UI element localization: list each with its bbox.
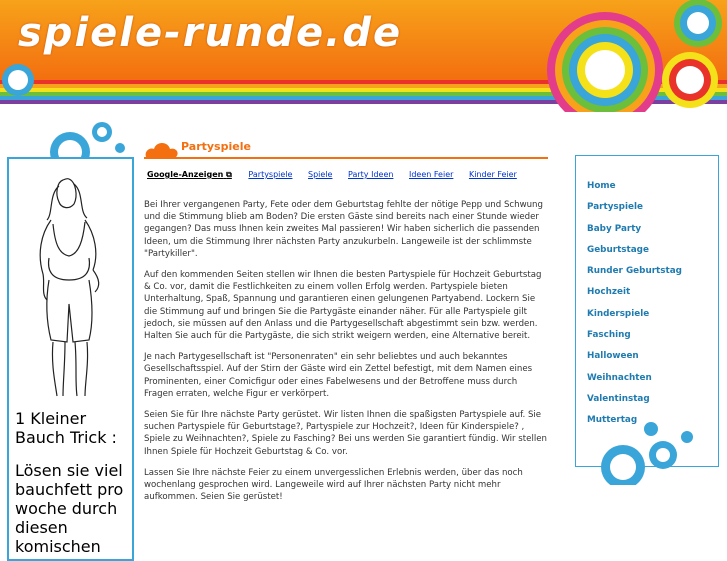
ad-links-row — [147, 170, 530, 180]
nav-item-valentinstag[interactable]: Valentinstag — [587, 393, 650, 404]
ad-title[interactable]: 1 Kleiner Bauch Trick : — [15, 409, 117, 447]
content-paragraph: Bei Ihrer vergangenen Party, Fete oder dem Geburtstag fehlte der nötige Pepp und Schwung und die Stimmung blieb am Boden? Die ersten Gäste sind bereits nach einer Stunde wieder gegangen? Das muss Ihnen kein zweites Mal passieren! Wir haben sicherlich die passenden Ideen, um die Stimmung Ihrer nächsten Party anzukurbeln. Langeweile ist der schlimmste "Partykiller". — [144, 200, 543, 259]
content-paragraph: Je nach Partygesellschaft ist "Personenraten" ein sehr beliebtes und auch bekanntes Gesellschaftsspiel. Auf der Stirn der Gäste wird ein Zettel befestigt, mit dem Namen eines Prominenten, einer Comicfigur oder eines Fabelwesens und der Betroffene muss durch Fragen erraten, welche Figur er verkörpert. — [144, 352, 533, 399]
left-ad-box[interactable] — [7, 157, 134, 561]
nav-item-home[interactable]: Home — [587, 181, 616, 191]
nav-item-geburtstage[interactable]: Geburtstage — [587, 244, 649, 255]
ad-link[interactable]: Party Ideen — [348, 170, 394, 179]
external-link-icon: ⧉ — [226, 170, 232, 179]
section-header — [144, 135, 548, 157]
nav-item-baby-party[interactable]: Baby Party — [587, 223, 642, 234]
woman-illustration — [29, 174, 114, 402]
bubbles-right-icon — [595, 415, 705, 485]
cloud-icon — [144, 139, 178, 157]
ad-link[interactable]: Spiele — [308, 170, 333, 179]
ad-text[interactable]: Lösen sie viel bauchfett pro woche durch diesen komischen — [15, 461, 124, 556]
nav-item-weihnachten[interactable]: Weihnachten — [587, 372, 652, 383]
site-logo[interactable]: spiele-runde.de — [18, 10, 403, 56]
ad-link[interactable]: Ideen Feier — [408, 170, 454, 179]
content-paragraph: Seien Sie für Ihre nächste Party gerüstet. Wir listen Ihnen die spaßigsten Partyspiele auf. Sie suchen Partyspiele für Geburtstage?, Partyspiele zur Hochzeit?, Ideen für Kinderspiele? , Spiele zu Weihnachten?, Spiele zu Fasching? Bei uns werden Sie garantiert fündig. Wir stellen Ihnen Spiele für Hochzeit Geburtstag & Co. vor. — [144, 410, 547, 457]
title-divider — [144, 157, 548, 159]
nav-item-partyspiele[interactable]: Partyspiele — [587, 202, 643, 213]
nav-item-fasching[interactable]: Fasching — [587, 330, 631, 341]
ad-link[interactable]: Kinder Feier — [468, 170, 517, 179]
page-title: Partyspiele — [181, 140, 251, 153]
bubbles-left-icon — [40, 118, 125, 160]
content-paragraph: Lassen Sie Ihre nächste Feier zu einem unvergesslichen Erlebnis werden, über das noch wochenlang gesprochen wird. Langeweile wird auf Ihrer nächsten Party nicht mehr aufkommen. Seien Sie gerüstet! — [144, 467, 523, 503]
ad-link[interactable]: Partyspiele — [248, 170, 293, 179]
content-paragraph: Auf den kommenden Seiten stellen wir Ihnen die besten Partyspiele für Hochzeit Geburtstag & Co. vor, damit die Festlichkeiten zu einem vollen Erfolg werden. Partyspiele bieten Unterhaltung, Spaß, Spannung und garantieren einen gelungenen Partyabend. Lockern Sie die Stimmung auf und bringen Sie die Partygäste einander näher. Für alle Partyspiele gilt jedoch, sie müssen auf den Anlass und die Partygesellschaft abgestimmt sein bzw. werden. Halten Sie auch für die Partygäste, die sich strikt weigern werden, eine Alternative bereit. — [144, 270, 542, 342]
nav-item-halloween[interactable]: Halloween — [587, 351, 639, 362]
main-content — [144, 199, 549, 512]
site-header — [0, 0, 727, 112]
nav-item-hochzeit[interactable]: Hochzeit — [587, 287, 631, 298]
nav-item-muttertag[interactable]: Muttertag — [587, 415, 638, 426]
nav-item-kinderspiele[interactable]: Kinderspiele — [587, 308, 650, 319]
google-ads-label[interactable]: Google-Anzeigen ⧉ — [147, 170, 232, 179]
nav-item-runder-geburtstag[interactable]: Runder Geburtstag — [587, 266, 682, 277]
